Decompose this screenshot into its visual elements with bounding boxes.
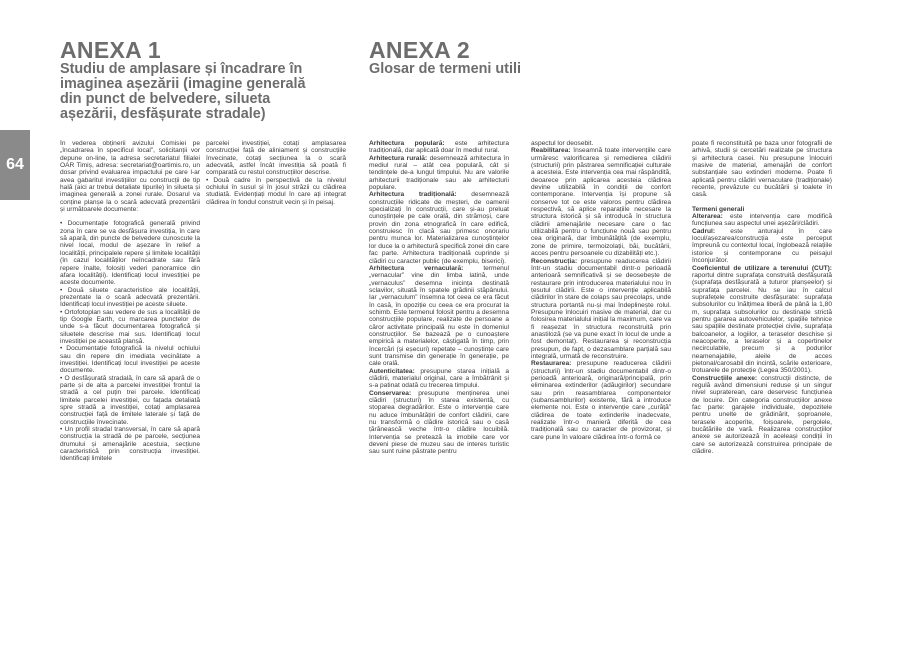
term-heading: Coeficientul de utilizare a terenului (CUT):	[692, 264, 832, 272]
paragraph	[692, 375, 832, 456]
paragraph-text: raportul dintre suprafața construită desfășurată (suprafața desfășurată a tuturor planșeelor) și suprafața parcelei. Nu se iau în calcul suprafețele construite desfășurate: suprafața subsolurilor cu înălțimea liberă de până la 1,80 m, suprafața subsolurilor cu destinație strictă pentru gararea autovehiculelor, spațiile tehnice sau spațiile destinate protecției civile, suprafața balcoanelor, a logiilor, a teraselor deschise și neacoperite, a teraselor și a copertinelor necirculabile, precum și a podurilor neamenajabile, aleile de acces pietonal/carosabil din incintă, scările exterioare, trotuarele de protecție (Legea 350/2001).	[692, 271, 832, 375]
paragraph	[692, 206, 832, 213]
paragraph-text: aspectul lor deosebit.	[531, 140, 594, 147]
term-heading: Arhitectura populară:	[369, 140, 445, 147]
annex-2-subtitle: Glosar de termeni utili	[369, 61, 521, 77]
paragraph	[369, 191, 509, 264]
text-column-3	[369, 140, 509, 640]
paragraph	[369, 265, 509, 368]
term-heading: Cadrul:	[692, 227, 716, 235]
paragraph	[369, 390, 509, 456]
paragraph-text: presupune starea inițială a clădirii, materialul original, care a îmbătrânit și s-a patinat odată cu trecerea timpului.	[369, 367, 509, 390]
paragraph	[531, 140, 671, 147]
paragraph	[60, 287, 200, 309]
paragraph	[60, 345, 200, 374]
paragraph-text: • Ortofotoplan sau vedere de sus a localității de tip Google Earth, cu marcarea punctelor de unde s-a făcut documentarea fotografică și siluetele descrise mai sus. Identificați locul investiției pe această planșă.	[60, 308, 200, 345]
paragraph-text: În vederea obținerii avizului Comisiei pe „încadrarea în specificul local”, solicitanții vor depune on-line, la adresa secretariatul filialei OAR Timiș, adresa: secretariat@oartimis.ro, un dosar privind evaluarea impactului pe care l-ar avea gabaritul investițiilor cu construcții de tip hală (aici ar trebui detaliate tipurile) în silueta și imaginea generală a zonei rurale. Dosarul va conține planșe la o scară adecvată prezentării și următoarele documente:	[60, 140, 200, 214]
term-heading: Arhitectura tradițională:	[369, 191, 457, 199]
paragraph	[60, 140, 200, 213]
term-heading: Arhitectura vernaculară:	[369, 264, 464, 272]
paragraph-text: este arhitectura tradițională, dar aplicată doar în mediul rural.	[369, 140, 509, 155]
paragraph-text: presupune menținerea unei clădiri (structuri) în starea existentă, cu stoparea degradărilor. Este o intervenție care nu aduce îmbunătățiri de confort clădirii, care nu transformă o clădire istorică sau o casă țărănească veche într-o clădire locuibilă. Intervenția se pretează la imobile care vor deveni piese de muzeu sau de interes turistic sau sunt ruine păstrate pentru	[369, 389, 509, 456]
paragraph-text: înseamnă toate intervențiile care urmăresc valorificarea și remedierea clădirii (structurii) prin păstrarea semnificației culturale a acesteia. Este intervenția cea mai răspândită, deoarece prin aplicarea acesteia clădirea devine utilizabilă în condiții de confort contemporane. Intervenția își propune să conserve tot ce este valoros pentru clădirea respectivă, să aplice reparațiile necesare la structura istorică și să introducă în structura clădirii amenajările necesare care o fac utilizabilă pentru o funcțiune nouă sau pentru cea originară, dar îmbunătățită (de exemplu, zone de primire, termoizolații, băi, bucătării, acces pentru persoanele cu dizabilități etc.).	[531, 147, 671, 258]
paragraph	[206, 140, 346, 177]
term-heading: Restaurarea:	[531, 360, 572, 368]
annex-1-subtitle-line: Studiu de amplasare și încadrare în	[60, 61, 303, 77]
paragraph-text: • O desfășurată stradală, în care să apară de o parte și de alta a parcelei investiției frontul la stradă a cel puțin trei parcele. Identificați limitele parcelei investiției, cu fațada detaliată spre stradă a investiției, cotați amplasarea construcției față de limitele laterale și față de construcțiile învecinate.	[60, 374, 200, 426]
paragraph-gap	[692, 199, 832, 206]
paragraph-text: desemnează construcțiile ridicate de meșteri, de oamenii specializați în construcții, care și-au preluat cunoștințele pe cale orală, din strămoși, care provin din zona etnografică în care edifică, construiesc în clacă sau primesc onorariu pentru munca lor. Materializarea cunoștințelor lor duce la o arhitectură specifică zonei din care fac parte. Arhitectura tradițională cuprinde și clădiri cu caracter public (de exemplu, biserici).	[369, 191, 509, 265]
paragraph	[369, 155, 509, 192]
paragraph	[60, 426, 200, 463]
paragraph	[369, 140, 509, 155]
annex-1-header	[60, 38, 350, 122]
paragraph	[692, 140, 832, 199]
text-column-1	[60, 140, 200, 640]
text-column-2	[206, 140, 346, 640]
term-heading: Autenticitatea:	[369, 367, 415, 375]
paragraph-text: construcții distincte, de regulă având dimensiuni reduse și un singur nivel supraterean, care deservesc funcțiunea de locuire. Din categoria construcțiilor anexe fac parte: garajele individuale, depozitele pentru unelte de grădinărit, șoproanele, terasele acoperite, foișoarele, pergolele, bucătăriile de vară. Realizarea construcțiilor anexe se autorizează în aceleași condiții în care se autorizează construirea principale de clădire.	[692, 374, 832, 456]
paragraph-text: • Documentație fotografică la nivelul ochiului sau din repere din imediata vecinătate a investiției. Identificați locul investiției pe aceste documente.	[60, 345, 200, 375]
paragraph	[692, 228, 832, 265]
paragraph-text: presupune readucerea clădirii într-un stadiu documentabil dintr-o perioadă anterioară semnificativă și se deosebește de restaurare prin introducerea materialului nou în țesutul clădirii. Este o intervenție aplicabilă clădirilor în stare de colaps sau precolaps, unde structura portantă nu-și mai îndeplinește rolul. Presupune înlocuiri masive de material, dar cu folosirea materialului inițial la maximum, care va fi reașezat în structura reconstruită prin anastiloză (se va pune exact în locul de unde a fost demontat). Restaurarea și reconstrucția presupun, de fapt, o dezasamblare parțială sau integrală, urmată de reconstruire.	[531, 257, 671, 360]
annex-1-subtitle-line: imaginea așezării (imagine generală	[60, 76, 306, 92]
annex-1-subtitle-line: din punct de belvedere, silueta	[60, 91, 271, 107]
paragraph-text: parcelei investiției, cotați amplasarea construcției față de aliniament și construcțiile învecinate, cotați secțiunea la o scară adecvată, astfel încât investiția să poată fi comparată cu restul construcțiilor descrise.	[206, 140, 346, 177]
paragraph	[60, 309, 200, 346]
term-heading: Conservarea:	[369, 389, 412, 397]
paragraph-text: • Documentație fotografică generală privind zona în care se va desfășura investiția, în care să apară, din puncte de belvedere cunoscute la nivel local, modul de așezare în relief a localității, principalele repere și limitele localității (în cazul localităților neîncadrate sau fără repere înalte, folosiți vederi panoramice din afara localității). Identificați locul investiției pe aceste documente.	[60, 220, 200, 287]
paragraph-text: • Un profil stradal transversal, în care să apară construcția la stradă de pe parcele, secțiunea drumului și amenajările acestuia, secțiune caracteristică prin construcția investiției. Identificați limitele	[60, 426, 200, 463]
paragraph	[692, 213, 832, 228]
term-heading: Reconstrucția:	[531, 257, 578, 265]
paragraph	[369, 368, 509, 390]
term-heading: Termeni generali	[692, 205, 745, 213]
annex-1-subtitle-line: așezării, desfășurate stradale)	[60, 106, 266, 122]
paragraph-text: • Două siluete caracteristice ale localității, prezentate la o scară adecvată prezentării. Identificați locul investiției pe aceste siluete.	[60, 286, 200, 309]
term-heading: Reabilitarea:	[531, 147, 571, 155]
paragraph-text: desemnează arhitectura în mediul rural – atât cea populară, cât și tendințele de-a lungul timpului. Nu are valorile arhitecturii tradiționale sau ale arhitecturii populare.	[369, 154, 509, 192]
paragraph	[692, 265, 832, 375]
paragraph-text: poate fi reconstituită pe baza unor fotografii de arhivă, studii și cercetări realizate pe structura și arhitectura casei. Nu presupune înlocuiri masive de material, amenajări de confort substanțiale sau extinderi moderne. Poate fi aplicată pentru clădiri vernaculare (tradiționale) recente, prevăzute cu bucătării și toalete în casă.	[692, 140, 832, 199]
paragraph	[60, 375, 200, 426]
term-heading: Construcțiile anexe:	[692, 374, 758, 382]
paragraph-text: termenul „vernacular” vine din limba latină, unde „vernaculus” desemna inicința destinată sclavilor, situată în spatele grădinii stăpânului. Iar „vernaculum” însemna tot ceea ce era făcut în casă, în opoziție cu ceea ce era procurat la schimb. Este termenul folosit pentru a desemna construcțiile populare, realizate de persoane a căror activitate principală nu este în domeniul construcțiilor. Se bazează pe o cunoaștere empirică a materialelor, câștigată în timp, prin încercări (și eșecuri) repetate – cunoștințe care sunt transmise din generație în generație, pe cale orală.	[369, 264, 509, 368]
paragraph-text: este intervenția care modifică funcțiunea sau aspectul unei așezări/clădiri.	[692, 213, 832, 228]
term-heading: Alterarea:	[692, 213, 723, 221]
text-column-5	[692, 140, 832, 640]
annex-1-title: ANEXA 1	[60, 37, 161, 63]
paragraph-text: presupune readucerea clădirii (structurii) într-un stadiu documentabil dintr-o perioadă anterioară, originară/principală, prin eliminarea extinderilor (adăugirilor) secundare sau prin reasamblarea componentelor (subansamblurilor) existente, fără a introduce elemente noi. Este o intervenție care „curăță” clădirea de toate extinderile inadecvate, realizate într-o manieră diferită de cea tradițională sau cu caracter de provizorat, și care pune în valoare clădirea într-o formă ce	[531, 360, 671, 441]
page-number-tab	[0, 130, 30, 200]
paragraph	[60, 220, 200, 286]
annex-2-title: ANEXA 2	[369, 37, 470, 63]
annex-2-header	[369, 38, 669, 77]
paragraph-text: • Două cadre în perspectivă de la nivelul ochiului în susul și în josul străzii cu clădirea studiată. Evidențiați modul în care ați integrat clădirea în fondul construit vecin și în peisaj.	[206, 176, 346, 206]
paragraph-text: este anturajul în care locul/așezarea/construcția este perceput împreună cu contextul local, înglobează relațiile istorice și contemporane cu peisajul înconjurător.	[692, 227, 832, 265]
paragraph	[531, 360, 671, 441]
paragraph	[531, 258, 671, 361]
text-column-4	[531, 140, 671, 640]
page-number: 64	[6, 156, 24, 173]
term-heading: Arhitectura rurală:	[369, 154, 428, 162]
paragraph-gap	[60, 213, 200, 220]
paragraph	[206, 177, 346, 206]
paragraph	[531, 147, 671, 257]
